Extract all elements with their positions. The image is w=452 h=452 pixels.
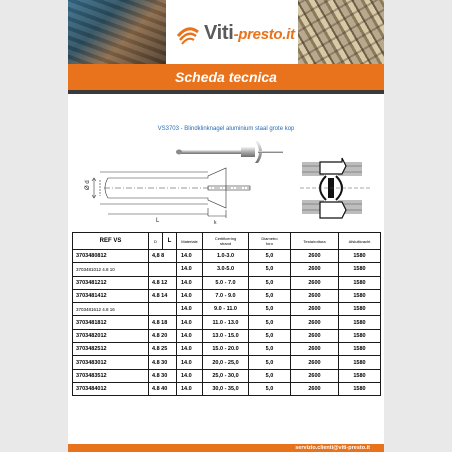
cell-material: 14.0	[177, 369, 203, 382]
cell-grip-range: 25,0 - 30,0	[203, 369, 249, 382]
cell-pack: 1580	[339, 316, 381, 329]
cell-ref: 3703481212	[73, 276, 149, 289]
table-row	[73, 289, 381, 302]
cell-shear: 2600	[291, 303, 339, 316]
brand-logo-text	[204, 22, 295, 45]
cell-grip-range: 13.0 - 15.0	[203, 329, 249, 342]
cell-drill: 5,0	[249, 250, 291, 263]
brand-name: Viti	[204, 22, 234, 44]
cell-material: 14.0	[177, 343, 203, 356]
cell-ref: 3703481412	[73, 289, 149, 302]
cell-shear: 2600	[291, 289, 339, 302]
cell-drill: 5,0	[249, 343, 291, 356]
cell-shear: 2600	[291, 382, 339, 395]
cell-d-l: 4.8 20	[149, 329, 177, 342]
cell-drill: 5,0	[249, 329, 291, 342]
logo-icon	[176, 22, 200, 46]
table-row	[73, 343, 381, 356]
col-pack: Afsluitkracht	[339, 233, 381, 250]
cell-d-l: 4.8 30	[149, 369, 177, 382]
table-row	[73, 382, 381, 395]
cell-ref: 3703482012	[73, 329, 149, 342]
table-row	[73, 356, 381, 369]
cell-grip-range: 30,0 - 35,0	[203, 382, 249, 395]
table-row	[73, 250, 381, 263]
col-shear: Testa/rottura	[291, 233, 339, 250]
product-subtitle: VS3703 - Blindklinknagel aluminium staal grote kop	[157, 126, 295, 132]
cell-material: 14.0	[177, 356, 203, 369]
cell-pack: 1580	[339, 250, 381, 263]
brand-domain: -presto.it	[233, 26, 295, 43]
table-row	[73, 276, 381, 289]
cell-drill: 5,0	[249, 289, 291, 302]
cell-grip-range: 9.0 - 11.0	[203, 303, 249, 316]
col-l: L	[163, 233, 177, 250]
footer-email: servizio.clienti@viti-presto.it	[295, 445, 370, 451]
title-banner	[68, 64, 384, 94]
cell-ref: 3703482512	[73, 343, 149, 356]
cell-d-l: 4.8 12	[149, 276, 177, 289]
cell-d-l: 4.8 14	[149, 289, 177, 302]
page-title: Scheda tecnica	[175, 69, 277, 85]
cell-shear: 2600	[291, 356, 339, 369]
cell-d-l: 4.8 40	[149, 382, 177, 395]
cell-shear: 2600	[291, 369, 339, 382]
diameter-label: Ø d	[85, 180, 91, 190]
specification-table	[72, 232, 381, 396]
cell-grip-range: 7.0 - 9.0	[203, 289, 249, 302]
cell-pack: 1580	[339, 303, 381, 316]
cell-d-l: 4.8 30	[149, 356, 177, 369]
cell-ref: 3703483012	[73, 356, 149, 369]
cell-material: 14.0	[177, 289, 203, 302]
cell-drill: 5,0	[249, 316, 291, 329]
footer-bar	[68, 444, 384, 452]
cell-d-l: 4.8 25	[149, 343, 177, 356]
cell-pack: 1580	[339, 369, 381, 382]
cell-shear: 2600	[291, 263, 339, 276]
cell-shear: 2600	[291, 343, 339, 356]
cell-d-l	[149, 303, 177, 316]
cell-material: 14.0	[177, 382, 203, 395]
table-row	[73, 329, 381, 342]
cell-drill: 5,0	[249, 369, 291, 382]
cell-pack: 1580	[339, 276, 381, 289]
cell-drill: 5,0	[249, 276, 291, 289]
head-label: k	[214, 220, 217, 226]
cell-ref: 3703481012 4.8 10	[73, 263, 149, 276]
cell-grip-range: 3.0-5.0	[203, 263, 249, 276]
cell-grip-range: 15.0 - 20.0	[203, 343, 249, 356]
cell-pack: 1580	[339, 382, 381, 395]
cell-pack: 1580	[339, 329, 381, 342]
rivet-technical-drawing	[85, 152, 260, 230]
cell-shear: 2600	[291, 250, 339, 263]
cell-material: 14.0	[177, 250, 203, 263]
col-grip-range: Certificering strand	[203, 233, 249, 250]
cell-drill: 5,0	[249, 382, 291, 395]
cell-grip-range: 5.0 - 7.0	[203, 276, 249, 289]
cell-shear: 2600	[291, 316, 339, 329]
cell-ref: 3703481612 4.8 16	[73, 303, 149, 316]
cell-ref: 3703480812	[73, 250, 149, 263]
table-row	[73, 263, 381, 276]
cell-grip-range: 1.0-3.0	[203, 250, 249, 263]
col-material: Materiale	[177, 233, 203, 250]
cell-grip-range: 11.0 - 13.0	[203, 316, 249, 329]
cell-ref: 3703483512	[73, 369, 149, 382]
cell-drill: 5,0	[249, 303, 291, 316]
table-row	[73, 369, 381, 382]
rivet-section-drawing	[300, 158, 370, 222]
cell-pack: 1580	[339, 356, 381, 369]
table-row	[73, 303, 381, 316]
table-header-row	[73, 233, 381, 250]
col-drill: Diametro foro	[249, 233, 291, 250]
cell-shear: 2600	[291, 276, 339, 289]
cell-ref: 3703484012	[73, 382, 149, 395]
col-ref: REF VS	[73, 233, 149, 250]
cell-material: 14.0	[177, 276, 203, 289]
cell-material: 14.0	[177, 329, 203, 342]
length-label: L	[156, 218, 160, 224]
cell-material: 14.0	[177, 303, 203, 316]
cell-d-l	[149, 263, 177, 276]
col-d: D	[149, 233, 163, 250]
screws-photo	[298, 0, 384, 64]
datasheet-page	[68, 0, 384, 452]
cell-d-l: 4,8 8	[149, 250, 177, 263]
cell-drill: 5,0	[249, 263, 291, 276]
table-row	[73, 316, 381, 329]
cell-grip-range: 20,0 - 25,0	[203, 356, 249, 369]
cell-material: 14.0	[177, 316, 203, 329]
cell-material: 14.0	[177, 263, 203, 276]
cell-drill: 5,0	[249, 356, 291, 369]
cell-pack: 1580	[339, 343, 381, 356]
cell-ref: 3703481812	[73, 316, 149, 329]
cell-pack: 1580	[339, 263, 381, 276]
header	[68, 0, 384, 64]
cell-shear: 2600	[291, 329, 339, 342]
cell-d-l: 4.8 18	[149, 316, 177, 329]
cell-pack: 1580	[339, 289, 381, 302]
tools-photo	[68, 0, 166, 64]
